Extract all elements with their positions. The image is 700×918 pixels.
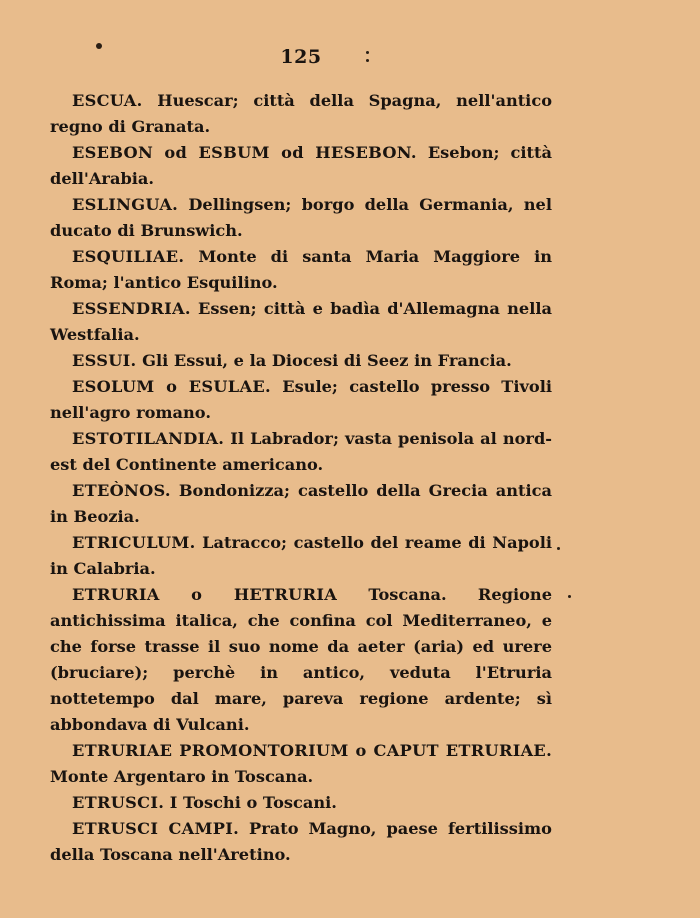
dictionary-entry [50,348,552,374]
entry-definition: Dellingsen; borgo della Germania, nel ducato di Brunswich. [50,195,552,240]
entry-definition: Il Labrador; vasta penisola al nord-est del Continente americano. [50,429,552,474]
entry-headword: ESEBON od ESBUM od HESEBON. [72,143,417,162]
entry-headword: ETRURIAE PROMONTORIUM o CAPUT ETRURIAE. [72,741,552,760]
entry-headword: ESTOTILANDIA. [72,429,225,448]
dictionary-entry [50,140,552,192]
entry-definition: Esebon; città dell'Arabia. [50,143,552,188]
dictionary-entry [50,790,552,816]
entry-definition: Huescar; città della Spagna, nell'antico regno di Granata. [50,91,552,136]
entry-definition: Gli Essui, e la Diocesi di Seez in Francia. [136,351,512,370]
page-number: 125 [280,46,322,68]
dictionary-entry [50,192,552,244]
dictionary-entry [50,738,552,790]
entry-headword: ESLINGUA. [72,195,179,214]
entry-headword: ESOLUM o ESULAE. [72,377,271,396]
dictionary-entry [50,816,552,868]
entry-headword: ESSUI. [72,351,137,370]
entry-headword: ETRUSCI CAMPI. [72,819,240,838]
dictionary-entries [50,88,552,868]
entry-definition: Monte Argentaro in Toscana. [50,767,314,786]
entry-definition: Bondonizza; castello della Grecia antica in Beozia. [50,481,552,526]
dictionary-entry [50,478,552,530]
entry-definition: Esule; castello presso Tivoli nell'agro romano. [50,377,552,422]
entry-headword: ETRUSCI. [72,793,165,812]
entry-headword: ESSENDRIA. [72,299,191,318]
dictionary-entry [50,88,552,140]
ink-speck [557,547,560,550]
dictionary-entry [50,582,552,738]
entry-headword: ETRICULUM. [72,533,196,552]
entry-definition: Latracco; castello del reame di Napoli in Calabria. [50,533,552,578]
entry-definition: I Toschi o Toscani. [164,793,337,812]
ink-speck [568,595,571,598]
entry-definition: Monte di santa Maria Maggiore in Roma; l'antico Esquilino. [50,247,552,292]
entry-headword: ESQUILIAE. [72,247,185,266]
dictionary-entry [50,374,552,426]
entry-definition: Essen; città e badìa d'Allemagna nella Westfalia. [50,299,552,344]
entry-headword: ETEÒNOS. [72,481,171,500]
entry-headword: ESCUA. [72,91,143,110]
dictionary-entry [50,296,552,348]
dictionary-entry [50,426,552,478]
dictionary-entry [50,244,552,296]
entry-definition: Toscana. Regione antichissima italica, che confina col Mediterraneo, e che forse trasse il suo nome da aeter (aria) ed urere (bruciare); perchè in antico, veduta l'Etruria nottetempo dal mare, pareva regione ardente; sì abbondava di Vulcani. [50,585,552,734]
entry-definition: Prato Magno, paese fertilissimo della Toscana nell'Aretino. [50,819,552,864]
entry-headword: ETRURIA o HETRURIA [72,585,338,604]
dictionary-entry [50,530,552,582]
